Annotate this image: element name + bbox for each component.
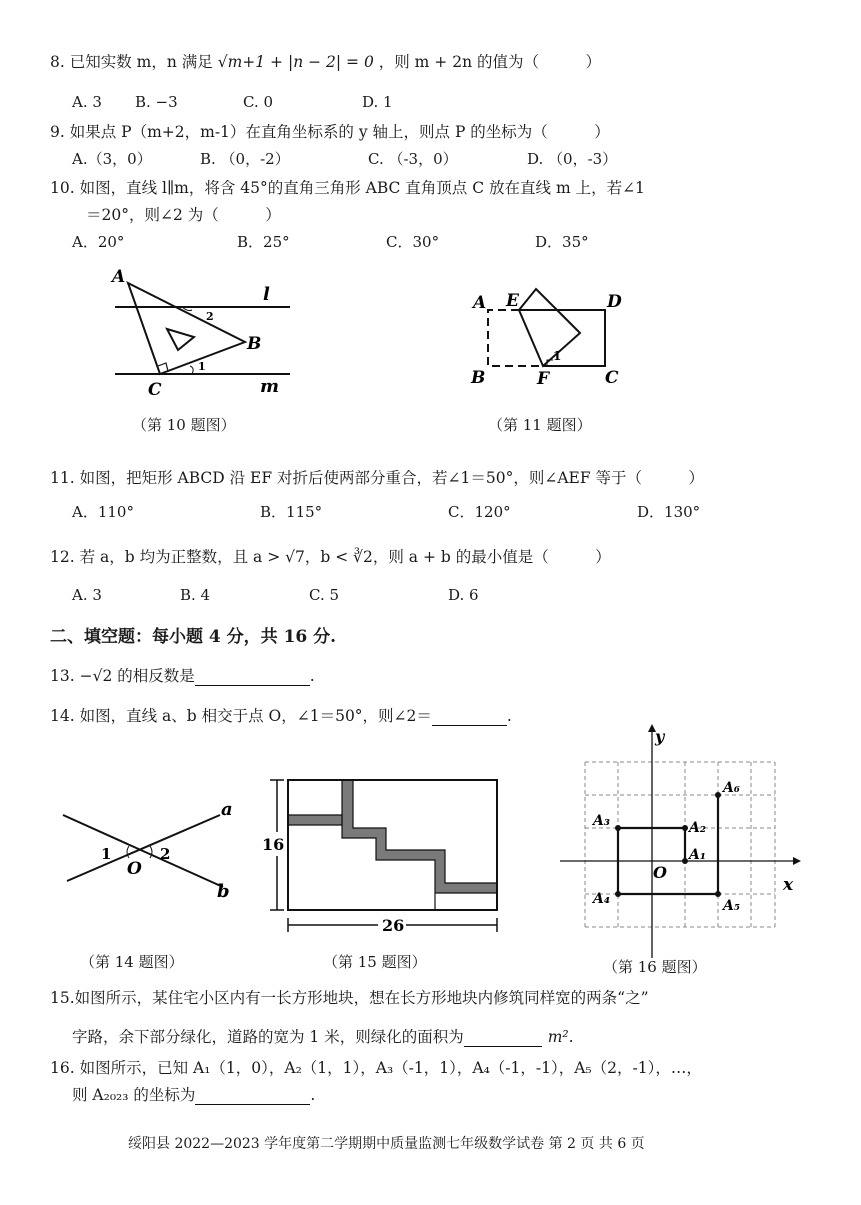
q10-option-d: D．35°	[535, 233, 589, 251]
label-o: O	[653, 863, 667, 882]
label-a2: A₂	[689, 820, 706, 836]
q12-option-d: D. 6	[448, 586, 479, 604]
figure-11	[465, 280, 635, 390]
triangle-abc	[128, 283, 245, 374]
q10-option-b: B．25°	[237, 233, 290, 251]
q11-option-a: A．110°	[72, 503, 134, 521]
label-angle-1: 1	[553, 349, 562, 363]
angle-2-arc	[150, 846, 152, 858]
spiral-path	[618, 795, 718, 894]
q15-answer-blank[interactable]	[464, 1030, 542, 1047]
label-l: l	[263, 284, 270, 305]
figure-15	[258, 770, 508, 940]
label-c: C	[605, 368, 619, 388]
q14-answer-blank[interactable]	[432, 709, 507, 726]
q12-stem: 12. 若 a，b 均为正整数，且 a > √7，b < ∛2，则 a + b 的最小值是（ ）	[50, 548, 611, 566]
dashed-original-part	[488, 310, 543, 366]
label-m: m	[260, 376, 280, 397]
q11-option-c: C．120°	[448, 503, 511, 521]
q15-stem: 字路，余下部分绿化，道路的宽为 1 米，则绿化的面积为	[72, 1028, 464, 1046]
q11-stem: 11. 如图，把矩形 ABCD 沿 EF 对折后使两部分重合，若∠1＝50°，则∠AEF 等于（ ）	[50, 469, 705, 487]
grid-lines	[585, 762, 775, 927]
q16-stem: 则 A₂₀₂₃ 的坐标为	[72, 1086, 196, 1104]
q12-option-c: C. 5	[309, 586, 340, 604]
label-a: a	[221, 799, 233, 820]
label-e: E	[506, 291, 519, 311]
page-footer: 绥阳县 2022—2023 学年度第二学期期中质量监测七年级数学试卷 第 2 页 共 6 页	[128, 1136, 645, 1152]
line-a	[67, 815, 220, 881]
q9-stem: 9. 如果点 P（m+2，m-1）在直角坐标系的 y 轴上，则点 P 的坐标为（ ）	[50, 123, 610, 141]
label-a: A	[473, 293, 487, 313]
q16-line2	[72, 1083, 315, 1105]
road-vertical-path	[342, 780, 497, 910]
label-b: B	[247, 334, 262, 354]
section-2-heading: 二、填空题：每小题 4 分，共 16 分.	[50, 627, 337, 647]
q14-stem: 14. 如图，直线 a、b 相交于点 O，∠1＝50°，则∠2＝	[50, 707, 432, 725]
folded-quad	[519, 289, 580, 366]
q8-option-d: D. 1	[362, 93, 393, 111]
label-f: F	[537, 369, 550, 389]
q8-stem	[50, 50, 601, 72]
line-b	[63, 815, 223, 887]
spiral-points	[615, 792, 721, 897]
q12-option-b: B. 4	[180, 586, 211, 604]
q9-option-b: B. （0，-2）	[200, 150, 290, 168]
q8-stem-b: ，则 m + 2n 的值为（ ）	[378, 53, 601, 71]
label-b: B	[471, 368, 486, 388]
caption-fig-10: （第 10 题图）	[132, 416, 236, 434]
label-c: C	[148, 380, 162, 400]
q8-stem-a: 8. 已知实数 m，n 满足	[50, 53, 213, 71]
label-b: b	[217, 881, 230, 902]
q14	[50, 704, 512, 726]
label-a: A	[112, 267, 126, 287]
label-angle-1: 1	[101, 845, 112, 863]
q8-option-b: B. −3	[135, 93, 178, 111]
q9-option-a: A.（3，0）	[72, 150, 152, 168]
q15-unit: m².	[547, 1028, 574, 1046]
label-x: x	[783, 875, 794, 895]
caption-fig-14: （第 14 题图）	[80, 953, 184, 971]
q11-option-b: B．115°	[260, 503, 323, 521]
q8-expression: √m+1 + |n − 2| = 0	[217, 53, 374, 71]
figure-16	[555, 720, 805, 960]
caption-fig-16: （第 16 题图）	[603, 958, 707, 976]
q13	[50, 664, 315, 686]
label-width: 26	[382, 916, 405, 935]
q16-end: .	[310, 1086, 316, 1104]
q10-option-a: A．20°	[72, 233, 125, 251]
q15-line1: 15.如图所示，某住宅小区内有一长方形地块，想在长方形地块内修筑同样宽的两条“之”	[50, 989, 649, 1007]
road-horizontal-stub	[288, 815, 342, 825]
q10-stem-line1: 10. 如图，直线 l∥m，将含 45°的直角三角形 ABC 直角顶点 C 放在直线 m 上，若∠1	[50, 179, 645, 197]
q15-line2	[72, 1025, 574, 1047]
q10-stem-line2: ＝20°，则∠2 为（ ）	[86, 206, 281, 224]
label-a5: A₅	[723, 898, 740, 914]
q8-option-a: A. 3	[72, 93, 102, 111]
x-axis-arrow	[793, 857, 801, 865]
label-y: y	[655, 727, 665, 746]
q13-stem: 13. −√2 的相反数是	[50, 667, 195, 685]
q8-option-c: C. 0	[243, 93, 274, 111]
q14-end: .	[506, 707, 512, 725]
q9-option-c: C. （-3，0）	[368, 150, 458, 168]
label-a4: A₄	[593, 891, 610, 907]
label-angle-1: 1	[198, 360, 206, 373]
q9-option-d: D. （0，-3）	[527, 150, 618, 168]
q11-option-d: D．130°	[637, 503, 701, 521]
label-angle-2: 2	[160, 845, 171, 863]
label-angle-2: 2	[206, 310, 214, 323]
label-a3: A₃	[593, 813, 610, 829]
triangle-hole	[167, 329, 194, 350]
q12-option-a: A. 3	[72, 586, 102, 604]
angle-1-arc	[190, 366, 193, 374]
figure-10	[100, 260, 300, 400]
label-o: O	[127, 859, 142, 879]
angle-1-arc	[127, 846, 129, 858]
q13-end: .	[309, 667, 315, 685]
q13-answer-blank[interactable]	[195, 669, 310, 686]
label-d: D	[607, 292, 622, 312]
caption-fig-11: （第 11 题图）	[488, 416, 592, 434]
label-a1: A₁	[689, 847, 706, 863]
label-height: 16	[262, 835, 285, 854]
q16-answer-blank[interactable]	[195, 1088, 310, 1105]
q10-option-c: C．30°	[386, 233, 440, 251]
caption-fig-15: （第 15 题图）	[323, 953, 427, 971]
label-a6: A₆	[723, 780, 740, 796]
figure-14	[55, 795, 245, 905]
q16-line1: 16. 如图所示，已知 A₁（1，0），A₂（1，1），A₃（-1，1），A₄（-1，-1），A₅（2，-1），…，	[50, 1059, 702, 1077]
